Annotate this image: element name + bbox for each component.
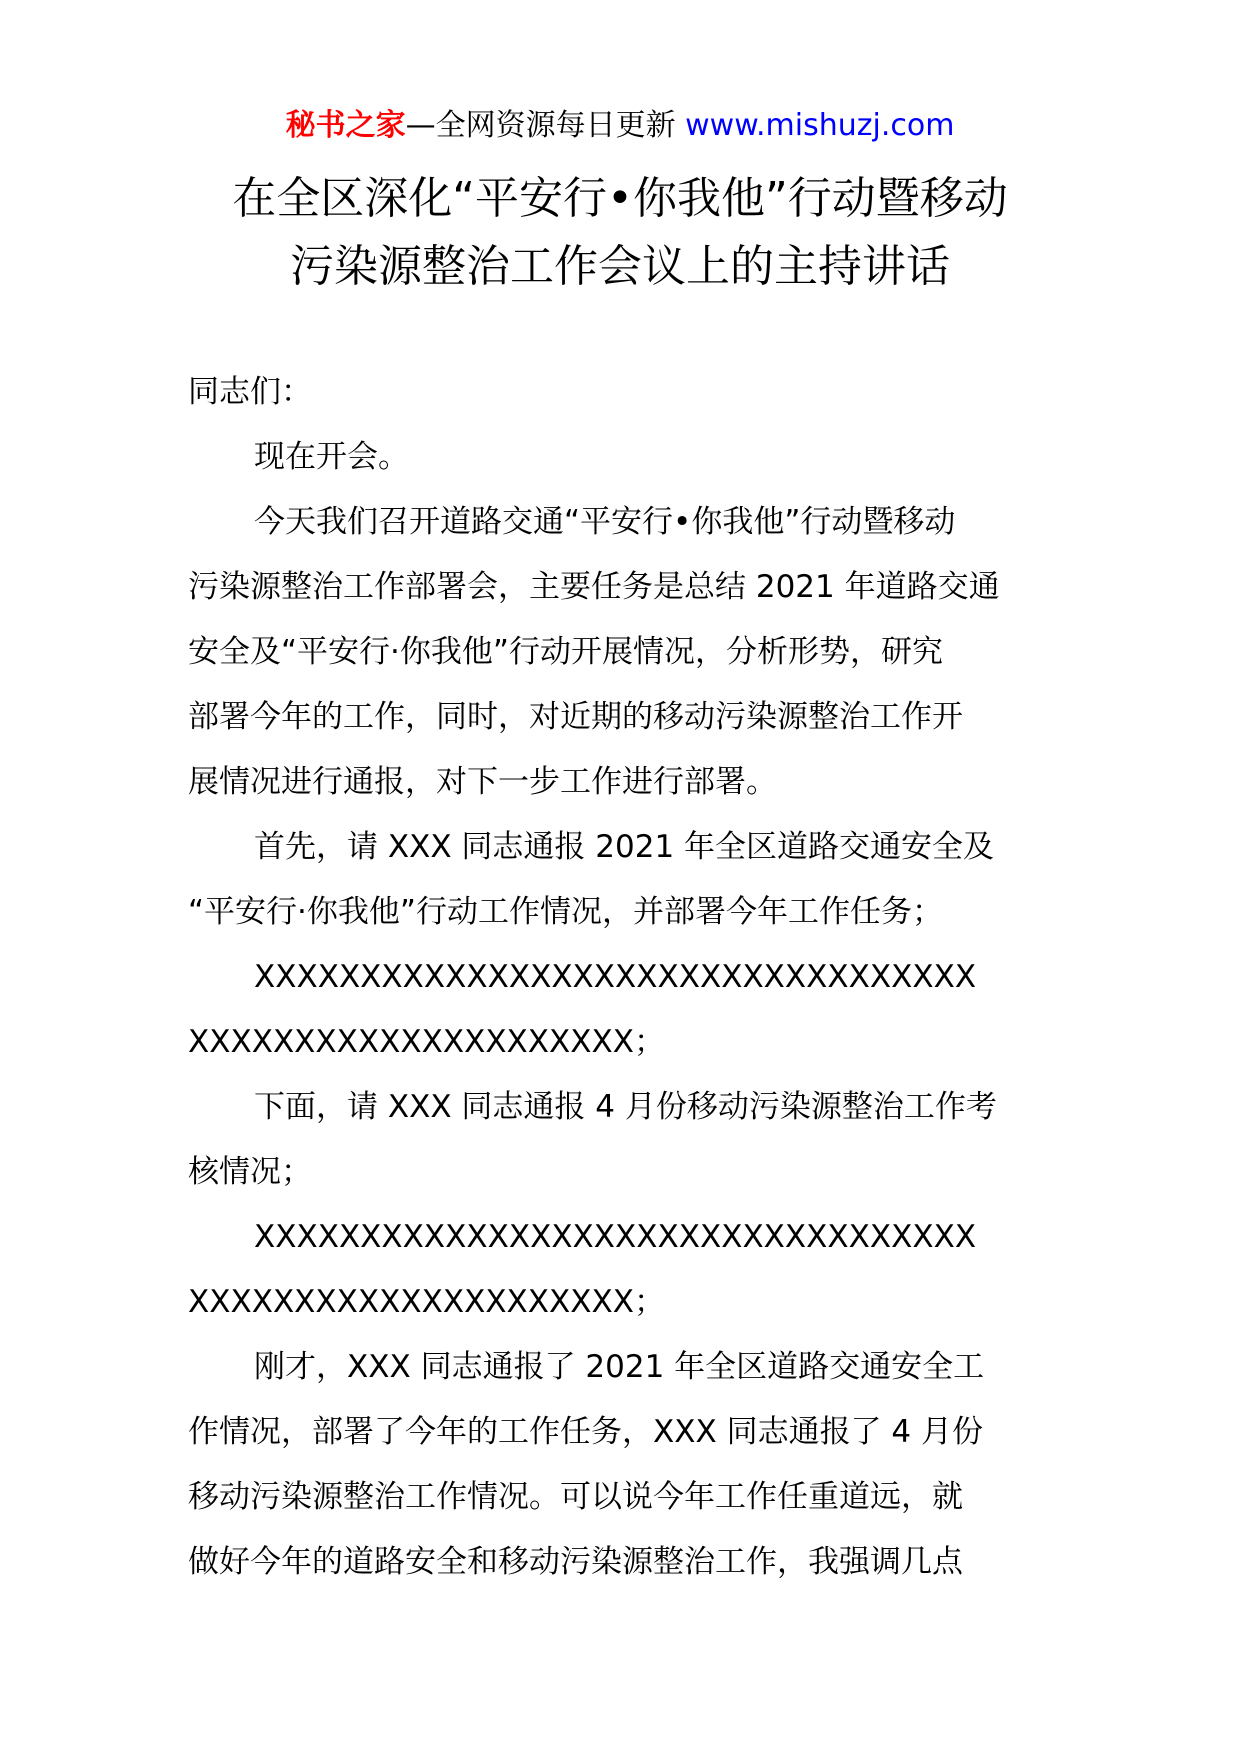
paragraph-line: 展情况进行通报，对下一步工作进行部署。 (188, 764, 777, 800)
paragraph-line: XXXXXXXXXXXXXXXXXXXXX； (188, 1284, 665, 1320)
salutation: 同志们： (188, 374, 312, 410)
paragraph-line: 污染源整治工作部署会，主要任务是总结 2021 年道路交通 (188, 569, 1000, 605)
paragraph-line: 做好今年的道路安全和移动污染源整治工作，我强调几点 (188, 1544, 963, 1580)
paragraph-line: XXXXXXXXXXXXXXXXXXXXXXXXXXXXXXXXXX (254, 1219, 977, 1255)
paragraph-line: 现在开会。 (254, 439, 409, 475)
paragraph-line: “平安行·你我他”行动工作情况，并部署今年工作任务； (188, 894, 943, 930)
paragraph-line: 移动污染源整治工作情况。可以说今年工作任重道远，就 (188, 1479, 963, 1515)
paragraph-line: 首先，请 XXX 同志通报 2021 年全区道路交通安全及 (254, 829, 995, 865)
paragraph-line: 今天我们召开道路交通“平安行•你我他”行动暨移动 (254, 504, 956, 540)
site-slogan: —全网资源每日更新 (405, 108, 686, 143)
paragraph-line: XXXXXXXXXXXXXXXXXXXXX； (188, 1024, 665, 1060)
paragraph-line: 安全及“平安行·你我他”行动开展情况，分析形势，研究 (188, 634, 943, 670)
paragraph-line: 作情况，部署了今年的工作任务，XXX 同志通报了 4 月份 (188, 1414, 983, 1450)
paragraph-line: 刚才，XXX 同志通报了 2021 年全区道路交通安全工 (254, 1349, 985, 1385)
site-url-link[interactable]: www.mishuzj.com (685, 108, 955, 143)
paragraph-line: 下面，请 XXX 同志通报 4 月份移动污染源整治工作考 (254, 1089, 997, 1125)
document-title (100, 165, 1140, 301)
title-line: 污染源整治工作会议上的主持讲话 (290, 241, 950, 292)
site-header (0, 104, 1240, 148)
paragraph-line: XXXXXXXXXXXXXXXXXXXXXXXXXXXXXXXXXX (254, 959, 977, 995)
paragraph-line: 部署今年的工作，同时，对近期的移动污染源整治工作开 (188, 699, 963, 735)
site-brand: 秘书之家 (285, 108, 406, 143)
document-body (188, 360, 1058, 1595)
paragraph-line: 核情况； (188, 1154, 312, 1190)
title-line: 在全区深化“平安行•你我他”行动暨移动 (232, 173, 1008, 224)
